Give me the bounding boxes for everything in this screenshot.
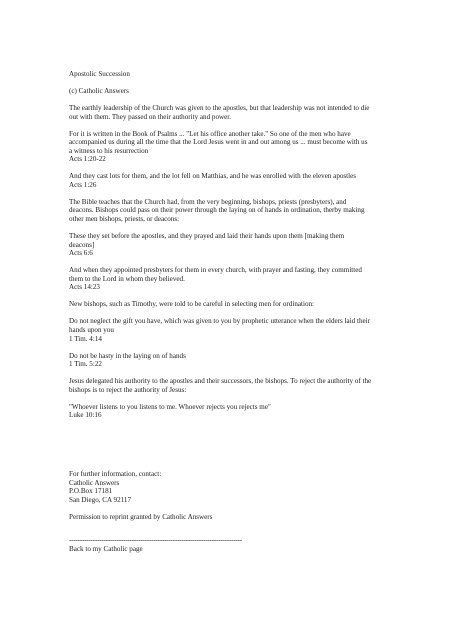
text-line: The Bible teaches that the Church had, from the very beginning, bishops, priests (presbyters), and: [69, 197, 347, 206]
paragraph: [69, 377, 434, 394]
text-line: The earthly leadership of the Church was given to the apostles, but that leadership was not intended to die: [69, 103, 370, 112]
contact-line: Catholic Answers: [69, 478, 120, 487]
paragraph: [69, 266, 434, 292]
spacer: [69, 428, 434, 470]
text-line: deacons]: [69, 240, 95, 249]
text-line: accompanied us during all the time that the Lord Jesus went in and out among us ... must become with us: [69, 138, 368, 147]
paragraph: [69, 317, 434, 343]
text-line: These they set before the apostles, and they prayed and laid their hands upon them [making them: [69, 232, 345, 241]
text-line: deacons. Bishops could pass on their power through the laying on of hands in ordination, therby making: [69, 206, 365, 215]
text-line: Do not be hasty in the laying on of hands: [69, 351, 186, 360]
contact-info: [69, 470, 434, 504]
paragraph: [69, 172, 434, 189]
text-line: them to the Lord in whom they believed.: [69, 274, 185, 283]
document-title: Apostolic Succession: [69, 70, 130, 78]
text-line: a witness to his resurrection: [69, 146, 149, 155]
text-line: Acts 14:23: [69, 283, 100, 292]
document-source: (c) Catholic Answers: [69, 86, 129, 95]
contact-line: San Diego, CA 92117: [69, 496, 132, 505]
text-line: Acts 1:26: [69, 180, 97, 189]
text-line: bishops is to reject the authority of Jesus:: [69, 385, 187, 394]
text-line: out with them. They passed on their authority and power.: [69, 112, 232, 121]
text-line: Jesus delegated his authority to the apostles and their successors, the bishops. To reject the authority of the: [69, 377, 372, 386]
text-line: 1 Tim. 5:22: [69, 360, 102, 369]
contact-line: For further information, contact:: [69, 470, 162, 479]
contact-line: P.O.Box 17181: [69, 487, 113, 496]
permission-note: Permission to reprint granted by Catholic Answers: [69, 513, 213, 522]
text-line: For it is written in the Book of Psalms ... "Let his office another take." So one of the men who have: [69, 129, 351, 138]
text-line: 1 Tim. 4:14: [69, 334, 102, 343]
text-line: Acts 6:6: [69, 249, 93, 258]
text-line: "Whoever listens to you listens to me. Whoever rejects you rejects me": [69, 402, 271, 411]
back-link[interactable]: Back to my Catholic page: [69, 545, 143, 554]
text-line: Luke 10:16: [69, 411, 102, 420]
paragraph: [69, 403, 434, 420]
paragraph: [69, 198, 434, 224]
footer: [69, 536, 434, 554]
document-body: [69, 104, 434, 420]
paragraph: [69, 352, 434, 369]
text-line: Do not neglect the gift you have, which was given to you by prophetic utterance when the elders laid their: [69, 317, 370, 326]
text-line: And they cast lots for them, and the lot fell on Matthias, and he was enrolled with the eleven apostles: [69, 172, 357, 181]
text-line: New bishops, such as Timothy, were told to be careful in selecting men for ordination:: [69, 300, 315, 309]
paragraph: [69, 300, 434, 309]
text-line: Acts 1:20-22: [69, 155, 106, 164]
paragraph: [69, 232, 434, 258]
paragraph: [69, 130, 434, 164]
text-line: other men bishops, priests, or deacons:: [69, 215, 180, 224]
divider-line: --------------------------------------------------------------------------------: [69, 535, 242, 544]
text-line: hands upon you: [69, 325, 114, 334]
text-line: And when they appointed presbyters for them in every church, with prayer and fasting, they committed: [69, 266, 362, 275]
paragraph: [69, 104, 434, 121]
